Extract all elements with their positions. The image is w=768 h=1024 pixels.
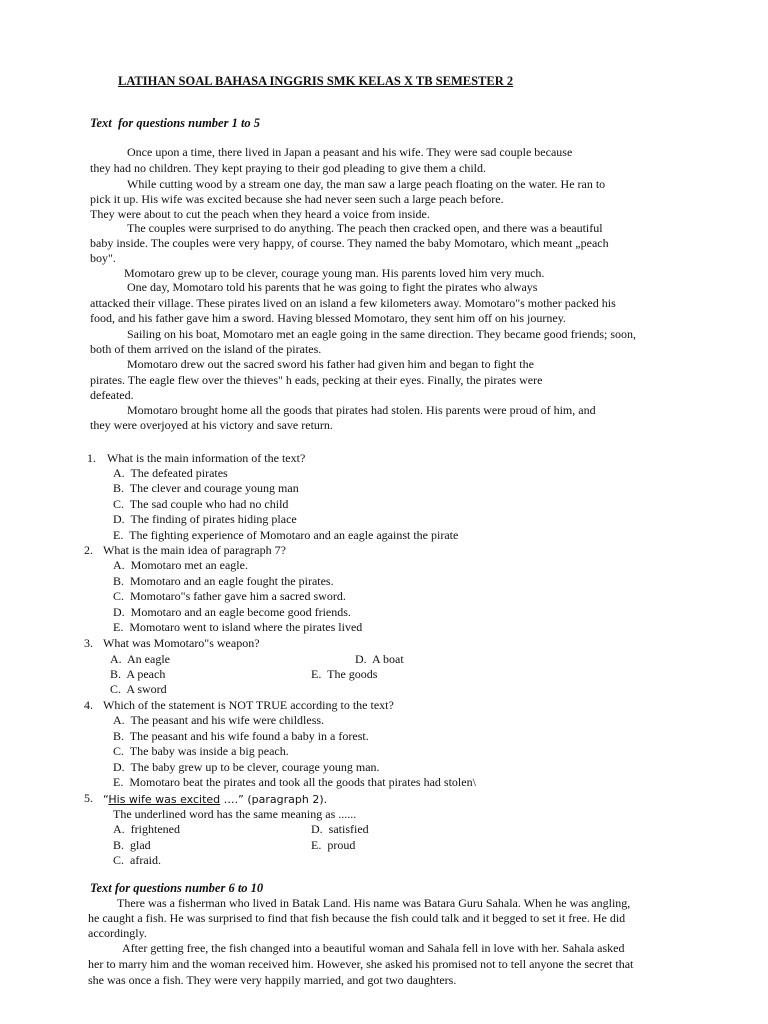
answer-option: D. Momotaro and an eagle become good friends. [113, 605, 351, 619]
answer-option: C. afraid. [113, 853, 161, 867]
story-line: There was a fisherman who lived in Batak Land. His name was Batara Guru Sahala. When he was angling, [117, 896, 631, 910]
story-line: Momotaro drew out the sacred sword his father had given him and began to fight the [127, 357, 534, 371]
story-line: food, and his father gave him a sword. Having blessed Momotaro, they sent him off on his journey. [90, 311, 566, 325]
question-5-quote [103, 792, 327, 807]
story-line: her to marry him and the woman received him. However, she asked his promised not to tell anyone the secret that [88, 957, 634, 971]
story-line: he caught a fish. He was surprised to find that fish because the fish could talk and it begged to set it free. He did [88, 911, 626, 925]
answer-option: D. A boat [355, 652, 404, 666]
answer-option: E. The fighting experience of Momotaro and an eagle against the pirate [113, 528, 459, 542]
question-2-text: What is the main idea of paragraph 7? [103, 543, 286, 557]
story-line: Once upon a time, there lived in Japan a peasant and his wife. They were sad couple because [127, 145, 573, 159]
question-number: 1. [87, 451, 96, 465]
answer-option: C. Momotaro"s father gave him a sacred sword. [113, 589, 346, 603]
story-line: she was once a fish. They were very happily married, and got two daughters. [88, 973, 457, 987]
answer-option: A. Momotaro met an eagle. [113, 558, 248, 572]
answer-option: B. The clever and courage young man [113, 481, 299, 495]
quote-open: “ [103, 793, 109, 806]
answer-option: D. The baby grew up to be clever, courage young man. [113, 760, 380, 774]
story-line: pick it up. His wife was excited because she had never seen such a large peach before. [90, 192, 504, 206]
answer-option: C. A sword [110, 682, 167, 696]
story-line: One day, Momotaro told his parents that he was going to fight the pirates who always [127, 280, 538, 294]
answer-option: A. The peasant and his wife were childless. [113, 713, 325, 727]
answer-option: D. satisfied [311, 822, 369, 836]
story-line: While cutting wood by a stream one day, the man saw a large peach floating on the water. He ran to [127, 177, 606, 191]
answer-option: D. The finding of pirates hiding place [113, 512, 297, 526]
answer-option: B. Momotaro and an eagle fought the pirates. [113, 574, 334, 588]
section2-heading: Text for questions number 6 to 10 [90, 881, 264, 895]
story-line: Momotaro brought home all the goods that pirates had stolen. His parents were proud of him, and [127, 403, 596, 417]
quote-rest: ….” (paragraph 2). [220, 793, 328, 806]
question-number: 5. [84, 791, 93, 805]
answer-option: C. The baby was inside a big peach. [113, 744, 289, 758]
answer-option: E. Momotaro went to island where the pirates lived [113, 620, 363, 634]
story-line: they had no children. They kept praying to their god pleading to give them a child. [90, 161, 487, 175]
story-line: both of them arrived on the island of the pirates. [90, 342, 322, 356]
answer-option: B. The peasant and his wife found a baby in a forest. [113, 729, 369, 743]
answer-option: B. A peach [110, 667, 166, 681]
story-line: Momotaro grew up to be clever, courage young man. His parents loved him very much. [124, 266, 545, 280]
document-title: LATIHAN SOAL BAHASA INGGRIS SMK KELAS X TB SEMESTER 2 [118, 74, 514, 88]
story-line: baby inside. The couples were very happy, of course. They named the baby Momotaro, which meant „peach [90, 236, 609, 250]
question-1-text: What is the main information of the text? [107, 451, 306, 465]
question-number: 4. [84, 698, 93, 712]
story-line: accordingly. [88, 926, 147, 940]
story-line: attacked their village. These pirates lived on an island a few kilometers away. Momotaro"s mother packed his [90, 296, 616, 310]
answer-option: B. glad [113, 838, 151, 852]
underlined-phrase: His wife was excited [108, 793, 221, 806]
section1-heading: Text for questions number 1 to 5 [90, 116, 261, 130]
story-line: pirates. The eagle flew over the thieves" h eads, pecking at their eyes. Finally, the pirates were [90, 373, 543, 387]
story-line: The couples were surprised to do anything. The peach then cracked open, and there was a beautiful [127, 221, 603, 235]
answer-option: E. proud [311, 838, 356, 852]
answer-option: C. The sad couple who had no child [113, 497, 289, 511]
story-line: They were about to cut the peach when they heard a voice from inside. [90, 207, 430, 221]
answer-option: A. frightened [113, 822, 180, 836]
answer-option: E. Momotaro beat the pirates and took all the goods that pirates had stolen\ [113, 775, 476, 789]
story-line: they were overjoyed at his victory and save return. [90, 418, 333, 432]
question-4-text: Which of the statement is NOT TRUE according to the text? [103, 698, 394, 712]
story-line: defeated. [90, 388, 134, 402]
question-3-text: What was Momotaro"s weapon? [103, 636, 260, 650]
question-number: 3. [84, 636, 93, 650]
answer-option: A. The defeated pirates [113, 466, 228, 480]
story-line: boy". [90, 251, 116, 265]
story-line: Sailing on his boat, Momotaro met an eagle going in the same direction. They became good friends; soon, [127, 327, 636, 341]
question-5-text: The underlined word has the same meaning as ...... [113, 807, 357, 821]
answer-option: E. The goods [311, 667, 378, 681]
story-line: After getting free, the fish changed into a beautiful woman and Sahala fell in love with her. Sahala asked [122, 941, 625, 955]
answer-option: A. An eagle [110, 652, 170, 666]
question-number: 2. [84, 543, 93, 557]
